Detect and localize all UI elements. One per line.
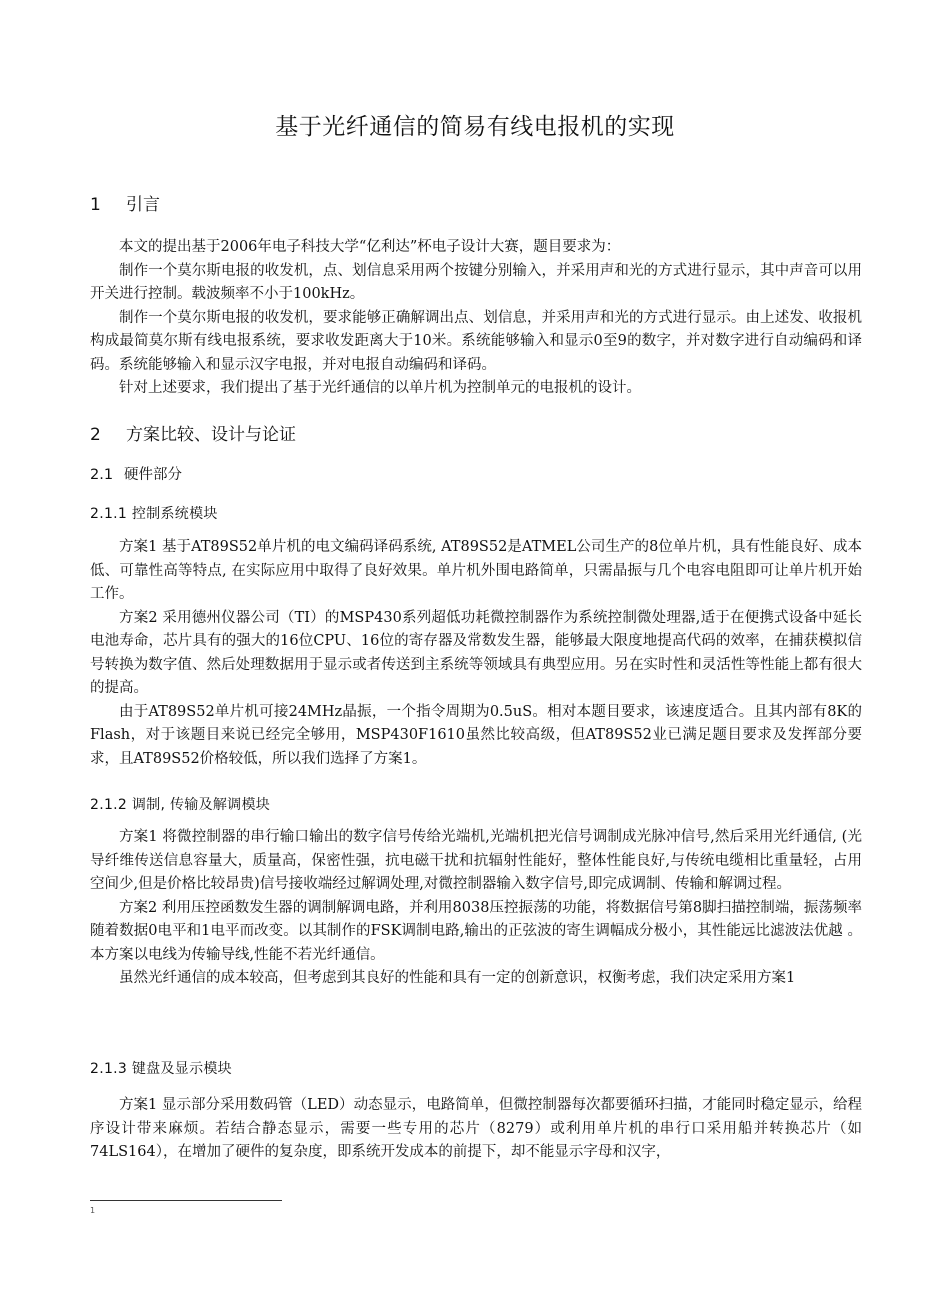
paragraph: 方案2 采用德州仪器公司（TI）的MSP430系列超低功耗微控制器作为系统控制微处理器,适于在便携式设备中延长电池寿命，芯片具有的强大的16位CPU、16位的寄存器及常数发生器，能够最大限度地提高代码的效率，在捕获模拟信号转换为数字值、然后处理数据用于显示或者传送到主系统等领域具有典型应用。另在实时性和灵活性等性能上都有很大的提高。 — [90, 609, 862, 696]
subsection-2-1-2-body — [90, 826, 862, 991]
footnote-separator — [90, 1200, 282, 1201]
paragraph: 制作一个莫尔斯电报的收发机，点、划信息采用两个按键分别输入，并采用声和光的方式进行显示，其中声音可以用开关进行控制。载波频率不小于100kHz。 — [90, 262, 862, 302]
paragraph: 由于AT89S52单片机可接24MHz晶振，一个指令周期为0.5uS。相对本题目要求，该速度适合。且其内部有8K的Flash，对于该题目来说已经完全够用，MSP430F1610虽然比较高级，但AT89S52业已满足题目要求及发挥部分要求，且AT89S52价格较低，所以我们选择了方案1。 — [90, 703, 862, 767]
section-heading-2 — [90, 420, 296, 445]
section-heading-1 — [90, 190, 160, 215]
section-number: 2 — [90, 425, 101, 445]
section-title: 引言 — [126, 195, 160, 215]
section-1-body — [90, 236, 862, 401]
paragraph: 方案1 将微控制器的串行输口输出的数字信号传给光端机,光端机把光信号调制成光脉冲信号,然后采用光纤通信, (光导纤维传送信息容量大，质量高，保密性强，抗电磁干扰和抗辐射性能好，整体性能良好,与传统电缆相比重量轻，占用空间少,但是价格比较昂贵)信号接收端经过解调处理,对微控制器输入数字信号,即完成调制、传输和解调过程。 — [90, 829, 862, 892]
document-title: 基于光纤通信的简易有线电报机的实现 — [275, 114, 675, 140]
paragraph: 方案1 显示部分采用数码管（LED）动态显示，电路简单，但微控制器每次都要循环扫描，才能同时稳定显示，给程序设计带来麻烦。若结合静态显示，需要一些专用的芯片（8279）或利用单片机的串行口采用船并转换芯片（如74LS164），在增加了硬件的复杂度，即系统开发成本的前提下，却不能显示字母和汉字， — [90, 1097, 862, 1160]
subsection-2-1-3-body — [90, 1094, 862, 1165]
subsubsection-heading-2-1-3: 2.1.3 键盘及显示模块 — [90, 1061, 232, 1077]
section-title: 方案比较、设计与论证 — [126, 425, 296, 445]
subsubsection-heading-2-1-2: 2.1.2 调制, 传输及解调模块 — [90, 797, 271, 813]
subsection-number: 2.1 — [90, 467, 114, 483]
paragraph: 虽然光纤通信的成本较高，但考虑到其良好的性能和具有一定的创新意识，权衡考虑，我们决定采用方案1 — [119, 970, 796, 986]
paragraph: 针对上述要求，我们提出了基于光纤通信的以单片机为控制单元的电报机的设计。 — [119, 380, 641, 396]
paragraph: 方案2 利用压控函数发生器的调制解调电路，并利用8038压控振荡的功能，将数据信号第8脚扫描控制端，振荡频率随着数据0电平和1电平而改变。以其制作的FSK调制电路,输出的正弦波的寄生调幅成分极小，其性能远比滤波法优越 。本方案以电线为传输导线,性能不若光纤通信。 — [90, 899, 862, 963]
paragraph: 制作一个莫尔斯电报的收发机，要求能够正确解调出点、划信息，并采用声和光的方式进行显示。由上述发、收报机构成最简莫尔斯有线电报系统，要求收发距离大于10米。系统能够输入和显示0至9的数字，并对数字进行自动编码和译码。系统能够输入和显示汉字电报，并对电报自动编码和译码。 — [90, 309, 862, 373]
subsection-title: 硬件部分 — [124, 467, 182, 483]
section-number: 1 — [90, 195, 101, 215]
paragraph: 本文的提出基于2006年电子科技大学“亿利达”杯电子设计大赛，题目要求为： — [119, 239, 621, 255]
subsection-2-1-1-body — [90, 536, 862, 771]
subsection-heading-2-1 — [90, 463, 182, 484]
subsubsection-heading-2-1-1: 2.1.1 控制系统模块 — [90, 506, 218, 522]
footnote-marker: 1 — [90, 1206, 96, 1215]
paragraph: 方案1 基于AT89S52单片机的电文编码译码系统, AT89S52是ATMEL公司生产的8位单片机，具有性能良好、成本低、可靠性高等特点, 在实际应用中取得了良好效果。单片机外围电路简单，只需晶振与几个电容电阻即可让单片机开始工作。 — [90, 539, 862, 602]
